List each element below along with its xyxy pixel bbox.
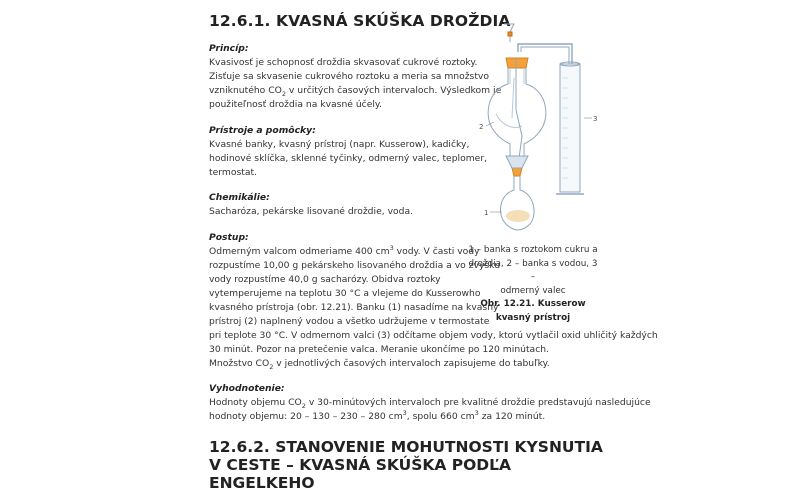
vyhodnotenie-line-1: Hodnoty objemu $CO_2$ v 30-minútových intervaloch pre kvalitné droždie predstavujú nasledujúce: [209, 397, 651, 410]
kusserow-apparatus-illustration: [466, 18, 606, 244]
pristroje-label: Prístroje a pomôcky:: [209, 125, 316, 136]
princip-line-1: Kvasivosť je schopnosť droždia skvasovať cukrové roztoky.: [209, 57, 478, 68]
princip-label: Princíp:: [209, 43, 249, 54]
pristroje-line-3: termostat.: [209, 167, 257, 178]
princip-line-2: Zisťuje sa skvasenie cukrového roztoku a meria sa množstvo: [209, 71, 489, 82]
chemikalie-label: Chemikálie:: [209, 192, 270, 203]
postup-line-7: pri teplote 30 °C. V odmernom valci (3) odčítame objem vody, ktorú vytlačil oxid uhličitý každých: [209, 330, 658, 341]
figure-label-2: 2: [479, 123, 484, 131]
postup-line-6: prístroj (2) naplnený vodou a všetko udržujeme v termostate: [209, 316, 490, 327]
section-title-2: 12.6.2. STANOVENIE MOHUTNOSTI KYSNUTIA V CESTE – KVASNÁ SKÚŠKA PODĽA ENGELKEHO: [209, 438, 603, 492]
figure-caption: [466, 244, 600, 325]
chemikalie-text: Sacharóza, pekárske lisované droždie, voda.: [209, 206, 414, 217]
figure-label-1: 1: [484, 209, 489, 217]
pristroje-line-1: Kvasné banky, kvasný prístroj (napr. Kusserow), kadičky,: [209, 139, 470, 150]
caption-line-3: odmerný valec: [500, 285, 566, 296]
princip-line-3: vzniknutého $CO_2$ v určitých časových intervaloch. Výsledkom je: [209, 85, 502, 98]
postup-line-4: vytemperujeme na teplotu 30 °C a vlejeme do Kusserowho: [209, 288, 481, 299]
caption-line-1: 1 – banka s roztokom cukru a: [468, 245, 598, 255]
postup-line-9: Množstvo $CO_2$ v jednotlivých časových intervaloch zapisujeme do tabuľky.: [209, 358, 550, 371]
pristroje-line-2: hodinové sklíčka, sklenné tyčinky, odmerný valec, teplomer,: [209, 153, 488, 164]
postup-line-5: kvasného prístroja (obr. 12.21). Banku (1) nasadíme na kvasný: [209, 302, 499, 313]
postup-label: Postup:: [209, 232, 249, 243]
caption-line-2: droždia, 2 – banka s vodou, 3 –: [468, 258, 598, 282]
postup-line-2: rozpustíme 10,00 g pekárskeho lisovaného droždia a vo zvyšku: [209, 260, 501, 271]
section-title-1: 12.6.1. KVASNÁ SKÚŠKA DROŽDIA: [209, 12, 511, 30]
postup-line-1: Odmerným valcom odmeriame 400 $cm^3$ vody. V časti vody: [209, 243, 480, 257]
postup-line-8: 30 minút. Pozor na pretečenie valca. Meranie ukončíme po 120 minútach.: [209, 344, 549, 355]
princip-line-4: použiteľnosť droždia na kvasné účely.: [209, 99, 382, 110]
figure-label-3: 3: [593, 115, 598, 123]
caption-title: Obr. 12.21. Kusserow kvasný prístroj: [480, 299, 586, 323]
postup-line-3: vody rozpustíme 40,0 g sacharózy. Obidva roztoky: [209, 274, 441, 285]
vyhodnotenie-label: Vyhodnotenie:: [209, 383, 285, 394]
vyhodnotenie-line-2: hodnoty objemu: 20 – 130 – 230 – 280 $cm^3$, spolu 660 $cm^3$ za 120 minút.: [209, 408, 546, 422]
